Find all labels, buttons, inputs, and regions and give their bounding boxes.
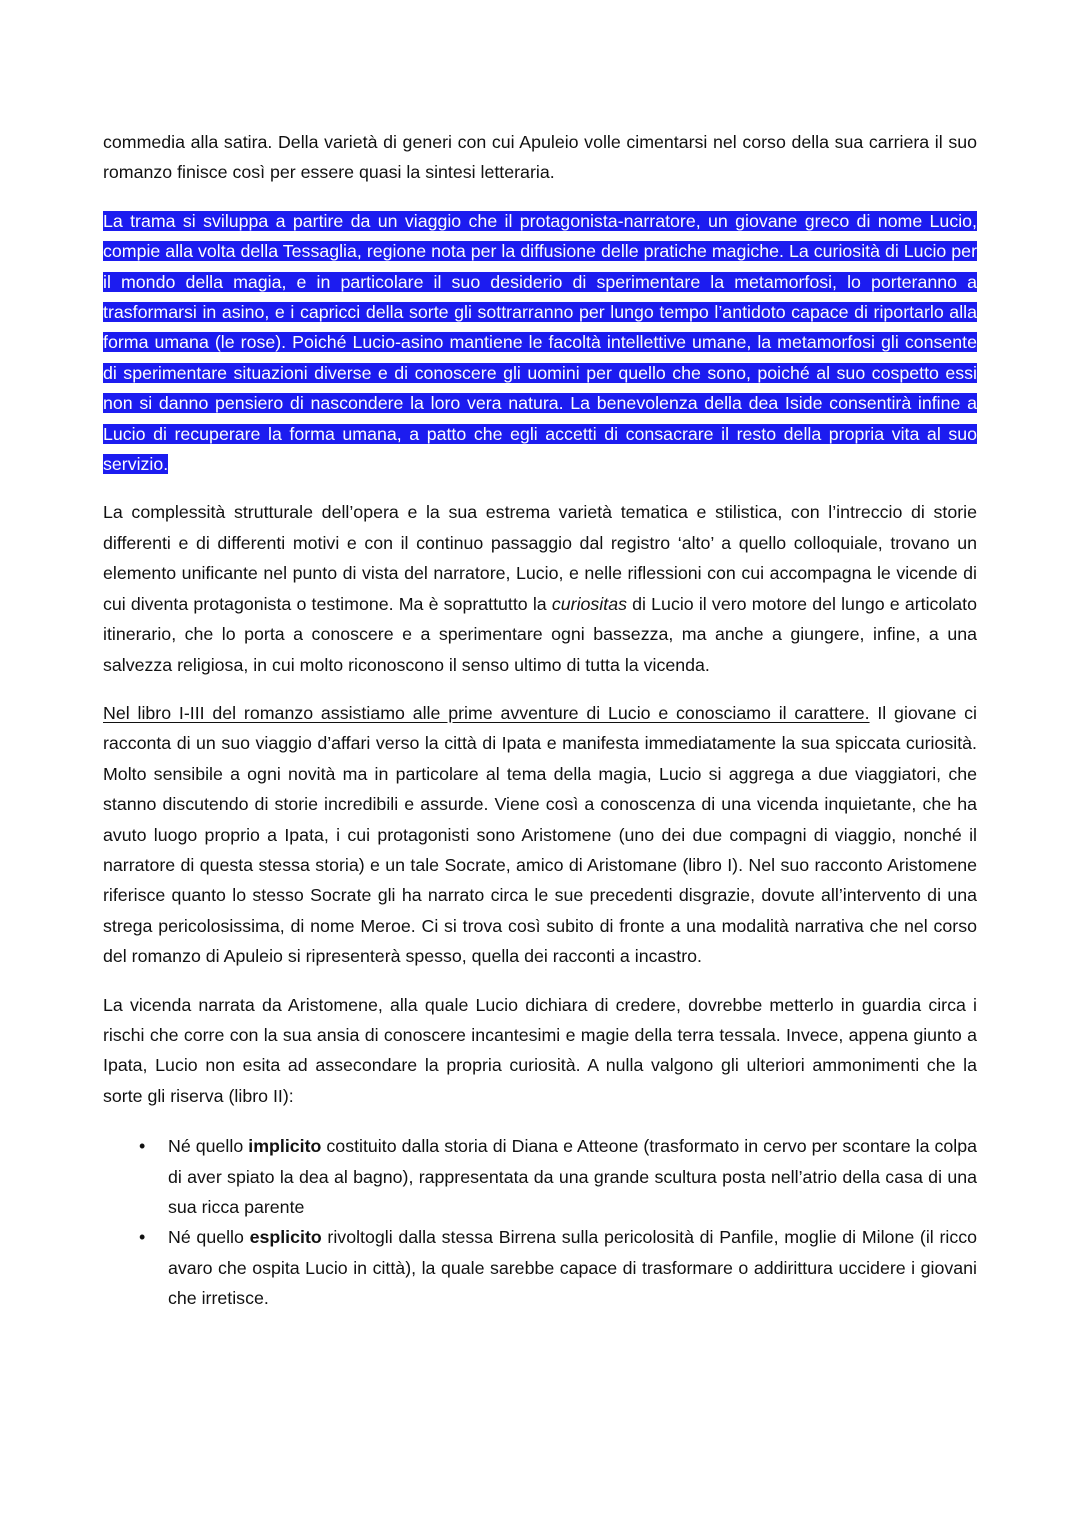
paragraph-structure [103, 497, 977, 679]
bullet-icon: • [139, 1227, 146, 1248]
paragraph-books-i-iii-text: Il giovane ci racconta di un suo viaggio d’affari verso la città di Ipata e manifesta immediatamente la sua spiccata curiosità. Molto sensibile a ogni novità ma in particolare al tema della magia, Lucio si aggrega a due viaggiatori, che stanno discutendo di storie incredibili e assurde. Viene così a conoscenza di una vicenda inquietante, che ha avuto luogo proprio a Ipata, i cui protagonisti sono Aristomene (uno dei due compagni di viaggio, nonché il narratore di questa stessa storia) e un tale Socrate, amico di Aristomane (libro I). Nel suo racconto Aristomene riferisce quanto lo stesso Socrate gli ha narrato circa le sue precedenti disgrazie, dovute all’intervento di una strega pericolosissima, di nome Meroe. Ci si trova così subito di fronte a una modalità narrativa che nel corso del romanzo di Apuleio si ripresenterà spesso, quella dei racconti a incastro. [103, 702, 977, 967]
list-item-text-before: Né quello [168, 1136, 249, 1157]
bullet-icon: • [139, 1136, 146, 1157]
paragraph-intro [103, 127, 977, 188]
paragraph-books-i-iii [103, 698, 977, 972]
underlined-heading-sentence: Nel libro I-III del romanzo assistiamo alle prime avventure di Lucio e conosciamo il carattere. [103, 702, 870, 723]
highlighted-text-selection[interactable]: La trama si sviluppa a partire da un viaggio che il protagonista-narratore, un giovane greco di nome Lucio, compie alla volta della Tessaglia, regione nota per la diffusione delle pratiche magiche. La curiosità di Lucio per il mondo della magia, e in particolare il suo desiderio di sperimentare la metamorfosi, lo porteranno a trasformarsi in asino, e i capricci della sorte gli sottrarranno per lungo tempo l’antidoto capace di riportarlo alla forma umana (le rose). Poiché Lucio-asino mantiene le facoltà intellettive umane, la metamorfosi gli consente di sperimentare situazioni diverse e di conoscere gli uomini per quello che sono, poiché al suo cospetto essi non si danno pensiero di nascondere la loro vera natura. La benevolenza della dea Iside consentirà infine a Lucio di recuperare la forma umana, a patto che egli accetti di consacrare il resto della propria vita al suo servizio. [103, 210, 977, 475]
paragraph-aristomene [103, 990, 977, 1112]
paragraph-aristomene-text: La vicenda narrata da Aristomene, alla quale Lucio dichiara di credere, dovrebbe metterlo in guardia circa i rischi che corre con la sua ansia di conoscere incantesimi e magie della terra tessala. Invece, appena giunto a Ipata, Lucio non esita ad assecondare la propria curiosità. A nulla valgono gli ulteriori ammonimenti che la sorte gli riserva (libro II): [103, 994, 977, 1106]
document-page [103, 127, 977, 1314]
list-item [103, 1131, 977, 1222]
list-item-bold-term: implicito [248, 1136, 322, 1157]
list-item-text-before: Né quello [168, 1227, 250, 1248]
paragraph-structure-text-b: di Lucio il vero motore del lungo e articolato itinerario, che lo porta a conoscere e a sperimentare ogni bassezza, ma anche a giungere, infine, a una salvezza religiosa, in cui molto riconoscono il senso ultimo di tutta la vicenda. [103, 593, 978, 675]
paragraph-structure-text-a: La complessità strutturale dell’opera e la sua estrema varietà tematica e stilistica, con l’intreccio di storie differenti e di differenti motivi e con il continuo passaggio dal registro ‘alto’ a quello colloquiale, trovano un elemento unificante nel punto di vista del narratore, Lucio, e nelle riflessioni con cui accompagna le vicende di cui diventa protagonista o testimone. Ma è soprattutto la [103, 502, 977, 614]
list-item [103, 1222, 977, 1313]
paragraph-intro-text: commedia alla satira. Della varietà di generi con cui Apuleio volle cimentarsi nel corso della sua carriera il suo romanzo finisce così per essere quasi la sintesi letteraria. [103, 132, 977, 183]
paragraph-plot-highlighted[interactable] [103, 206, 977, 480]
warnings-bullet-list [103, 1131, 977, 1313]
list-item-bold-term: esplicito [249, 1227, 322, 1248]
italic-term-curiositas: curiositas [551, 593, 627, 614]
list-item-text-after: costituito dalla storia di Diana e Atteone (trasformato in cervo per scontare la colpa di aver spiato la dea al bagno), rappresentata da una grande scultura posta nell’atrio della casa di una sua ricca parente [168, 1136, 977, 1217]
list-item-text-after: rivoltogli dalla stessa Birrena sulla pericolosità di Panfile, moglie di Milone (il ricco avaro che ospita Lucio in città), la quale sarebbe capace di trasformare o addirittura uccidere i giovani che irretisce. [168, 1227, 977, 1309]
